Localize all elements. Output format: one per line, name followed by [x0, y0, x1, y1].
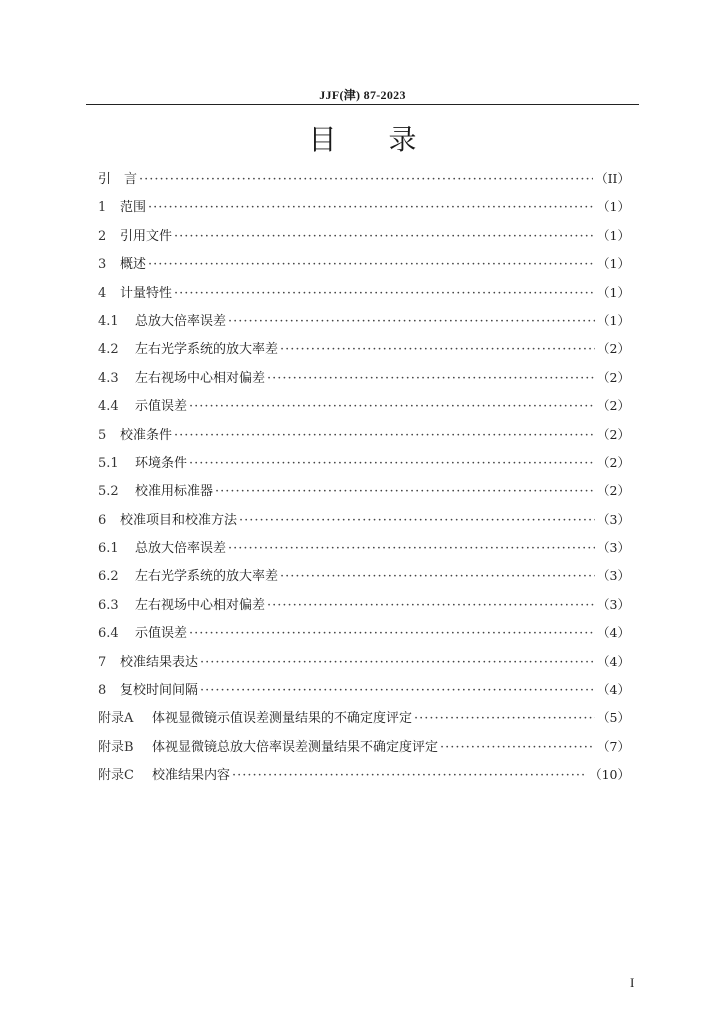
toc-entry-title: 体视显微镜总放大倍率误差测量结果不确定度评定 [152, 739, 439, 755]
toc-leader-dots [228, 535, 595, 563]
document-code-header: JJF(津) 87-2023 [319, 88, 406, 102]
toc-entry-page: （3） [597, 568, 630, 584]
toc-entry-page: （4） [597, 653, 630, 669]
toc-entry-page: （1） [597, 312, 630, 328]
toc-entry[interactable] [98, 421, 630, 449]
toc-entry[interactable] [98, 477, 630, 505]
toc-entry-page: （1） [597, 199, 630, 215]
toc-entry[interactable] [98, 733, 630, 761]
toc-entry[interactable] [98, 761, 630, 789]
toc-entry-number: 5 [98, 427, 107, 443]
toc-entry[interactable] [98, 676, 630, 704]
toc-entry-title: 范围 [120, 200, 147, 216]
toc-entry[interactable] [98, 193, 630, 221]
toc-entry-number: 7 [98, 654, 107, 670]
toc-entry-page: （2） [597, 483, 630, 499]
toc-entry[interactable] [98, 562, 630, 590]
toc-leader-dots [174, 422, 595, 450]
header-rule [86, 104, 639, 105]
toc-entry-page: （II） [595, 171, 630, 186]
toc-entry-number: 4.1 [98, 313, 119, 329]
toc-entry[interactable] [98, 307, 630, 335]
toc-entry-page: （1） [597, 284, 630, 300]
toc-entry-title: 左右光学系统的放大率差 [135, 569, 279, 585]
toc-entry-title: 总放大倍率误差 [135, 313, 227, 329]
toc-entry[interactable] [98, 648, 630, 676]
toc-entry[interactable] [98, 250, 630, 278]
toc-leader-dots [239, 507, 595, 535]
toc-entry-number: 附录C [98, 768, 134, 784]
toc-entry-title: 示值误差 [135, 399, 188, 415]
toc-entry-page: （7） [597, 738, 630, 754]
toc-entry-title: 引 言 [98, 172, 138, 187]
toc-leader-dots [232, 762, 587, 790]
toc-leader-dots [280, 336, 595, 364]
toc-entry-title: 环境条件 [135, 455, 188, 471]
toc-entry-title: 复校时间间隔 [120, 683, 199, 699]
toc-entry-number: 4.3 [98, 370, 119, 386]
toc-leader-dots [267, 592, 595, 620]
toc-entry-number: 4.4 [98, 399, 119, 415]
toc-entry-title: 引用文件 [120, 228, 173, 244]
toc-entry[interactable] [98, 222, 630, 250]
toc-entry[interactable] [98, 165, 630, 193]
toc-leader-dots [414, 705, 595, 733]
toc-entry-page: （3） [597, 511, 630, 527]
toc-leader-dots [189, 620, 595, 648]
page-number: I [630, 975, 635, 990]
toc-entry-number: 6.2 [98, 569, 119, 585]
toc-entry-title: 左右光学系统的放大率差 [135, 342, 279, 358]
title-char-1: 目 [308, 123, 337, 156]
toc-entry-title: 概述 [120, 257, 147, 273]
toc-entry-number: 5.2 [98, 484, 119, 500]
toc-leader-dots [200, 649, 595, 677]
toc-leader-dots [189, 393, 595, 421]
toc-entry-title: 校准项目和校准方法 [120, 512, 238, 528]
toc-entry-title: 示值误差 [135, 626, 188, 642]
toc-entry-page: （4） [597, 625, 630, 641]
toc-entry-page: （3） [597, 540, 630, 556]
toc-entry[interactable] [98, 364, 630, 392]
toc-entry[interactable] [98, 449, 630, 477]
table-of-contents [98, 165, 630, 790]
toc-leader-dots [200, 677, 595, 705]
toc-entry-title: 左右视场中心相对偏差 [135, 370, 266, 386]
toc-entry-number: 6.3 [98, 597, 119, 613]
toc-entry-page: （3） [597, 596, 630, 612]
toc-entry-page: （2） [597, 341, 630, 357]
toc-leader-dots [174, 223, 595, 251]
toc-entry-number: 附录B [98, 739, 134, 755]
toc-leader-dots [148, 251, 595, 279]
toc-entry-number: 8 [98, 683, 107, 699]
toc-leader-dots [174, 280, 595, 308]
title-char-2: 录 [388, 123, 417, 156]
toc-entry-title: 体视显微镜示值误差测量结果的不确定度评定 [152, 711, 413, 727]
toc-leader-dots [189, 450, 595, 478]
toc-entry-number: 4.2 [98, 342, 119, 358]
toc-entry[interactable] [98, 335, 630, 363]
toc-entry-page: （2） [597, 454, 630, 470]
toc-entry[interactable] [98, 591, 630, 619]
toc-entry[interactable] [98, 506, 630, 534]
toc-entry-page: （2） [597, 369, 630, 385]
toc-entry[interactable] [98, 619, 630, 647]
toc-entry-page: （4） [597, 682, 630, 698]
toc-entry-title: 左右视场中心相对偏差 [135, 597, 266, 613]
toc-entry-page: （10） [589, 767, 630, 783]
toc-entry[interactable] [98, 279, 630, 307]
toc-entry-number: 5.1 [98, 455, 119, 471]
toc-entry-number: 6.4 [98, 626, 119, 642]
toc-entry-page: （2） [597, 426, 630, 442]
toc-entry-title: 校准结果表达 [120, 654, 199, 670]
toc-entry-title: 计量特性 [120, 285, 173, 301]
toc-entry-title: 校准条件 [120, 427, 173, 443]
toc-entry[interactable] [98, 392, 630, 420]
toc-entry-number: 6.1 [98, 541, 119, 557]
toc-entry-page: （1） [597, 256, 630, 272]
toc-entry[interactable] [98, 534, 630, 562]
toc-entry-page: （1） [597, 227, 630, 243]
toc-entry-number: 6 [98, 512, 107, 528]
toc-leader-dots [139, 166, 593, 194]
toc-entry-number: 2 [98, 228, 107, 244]
toc-leader-dots [280, 563, 595, 591]
toc-leader-dots [228, 308, 595, 336]
toc-entry-page: （5） [597, 710, 630, 726]
toc-entry-title: 校准用标准器 [135, 484, 214, 500]
toc-entry-number: 3 [98, 257, 107, 273]
page-title [86, 118, 639, 158]
toc-entry-number: 4 [98, 285, 107, 301]
toc-entry-title: 校准结果内容 [152, 768, 231, 784]
toc-entry-page: （2） [597, 398, 630, 414]
toc-leader-dots [267, 365, 595, 393]
toc-leader-dots [440, 734, 595, 762]
toc-entry-number: 1 [98, 200, 107, 216]
toc-leader-dots [215, 478, 595, 506]
toc-leader-dots [148, 194, 595, 222]
toc-entry-title: 总放大倍率误差 [135, 541, 227, 557]
toc-entry-number: 附录A [98, 711, 134, 727]
toc-entry[interactable] [98, 704, 630, 732]
